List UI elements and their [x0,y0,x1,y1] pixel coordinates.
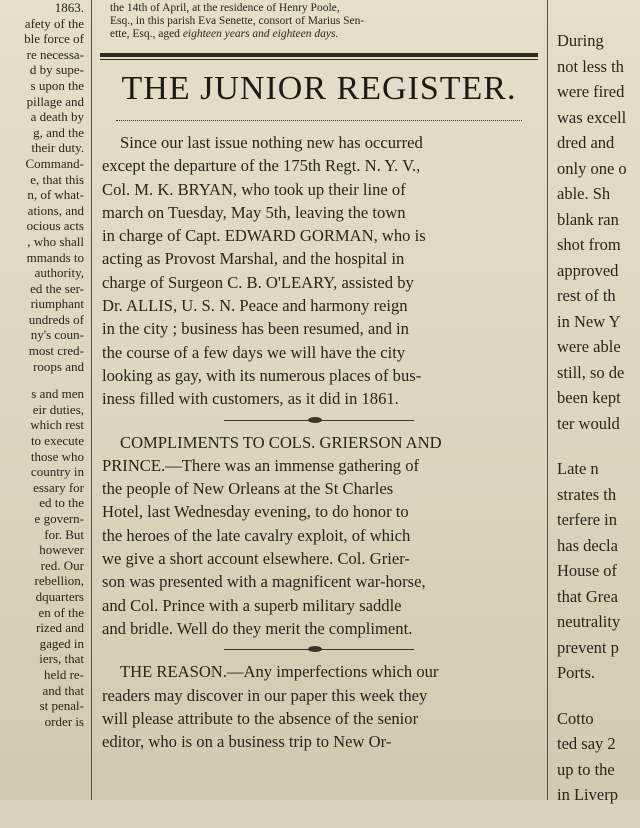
text-line: COMPLIMENTS TO COLS. GRIERSON AND [120,432,442,452]
text-line: ter would [557,413,620,433]
text-line: the people of New Orleans at the St Charles [102,479,394,499]
text-line: will please attribute to the absence of the senior [102,708,419,728]
text-line: their duty. [31,140,84,156]
text-line: to execute [30,433,84,449]
column-rule-left [91,0,92,800]
article-compliments [96,431,542,641]
text-line: e, that this [30,171,84,187]
text-line: iers, that [39,651,84,667]
text-line: neutrality [557,612,621,631]
text-line: Cotto [557,708,594,728]
text-line: that Grea [557,586,618,606]
text-line: in the city ; business has been resumed, and in [102,319,409,339]
text-line: up to the [557,759,615,779]
text-line: were able [557,337,621,356]
text-line: in Liverp [557,785,618,804]
text-line: charge of Surgeon C. B. O'LEARY, assisted by [102,272,414,292]
text-line: for. But [44,526,84,542]
text-line: 1863. [54,0,84,15]
text-line: gaged in [39,635,84,651]
text-line: mmands to [26,249,84,265]
text-line: ed the ser- [30,280,84,296]
heading-rule-top [100,53,538,57]
text-line: still, so de [557,362,625,382]
text-line: en of the [38,604,84,620]
text-line: e govern- [34,511,84,526]
right-column [553,0,640,828]
text-line: except the departure of the 175th Regt. N. Y. V., [102,156,421,176]
left-column [0,0,86,800]
text-line: ed to the [39,495,84,511]
text-line: those who [30,448,84,464]
text-line: son was presented with a magnificent war-horse, [102,572,426,592]
text-line: the heroes of the late cavalry exploit, of which [102,525,411,545]
heading-ornament-rule [116,114,522,121]
article-departure [96,131,542,411]
text-line: in charge of Capt. EDWARD GORMAN, who is [102,226,426,246]
article-reason [96,660,542,753]
text-line: and that [42,682,84,698]
article-separator [96,415,542,427]
top-notice [96,0,542,41]
text-line: approved [557,260,619,280]
text-line: were fired [557,82,625,101]
text-line: editor, who is on a business trip to New Or- [102,732,392,752]
text-line: a death by [30,109,84,125]
text-line: iness filled with customers, as it did in 1861. [102,389,399,409]
text-line: Col. M. K. BRYAN, who took up their line of [102,179,406,199]
text-line: held re- [43,666,84,682]
text-line: st penal- [39,698,84,714]
top-notice-line: Esq., in this parish Eva Senette, consort of Marius Sen- [110,15,365,27]
text-line: terfere in [557,510,617,529]
top-notice-line: ette, Esq., aged eighteen years and eighteen days. [110,28,339,40]
text-line: and Col. Prince with a superb military saddle [102,595,402,615]
text-line: march on Tuesday, May 5th, leaving the town [102,202,406,222]
text-line: ny's coun- [30,327,84,343]
text-line: red. Our [40,557,84,573]
heading-rule-top-thin [100,59,538,60]
text-line: acting as Provost Marshal, and the hospital in [102,249,405,269]
text-line: looking as gay, with its numerous places of bus- [102,365,422,385]
text-line: Command- [25,155,84,171]
article-separator [96,644,542,656]
text-line: undreds of [28,311,84,327]
text-line: re necessa- [26,46,84,62]
text-line: only one o [557,158,627,178]
text-line [553,686,640,706]
text-line: and bridle. Well do they merit the compliment. [102,618,413,638]
text-line: , who shall [27,233,84,249]
text-line: roops and [33,358,84,374]
column-rule-right [547,0,548,800]
text-line: n, of what- [27,187,84,203]
text-line: House of [557,561,618,580]
text-line: Late n [557,459,599,478]
text-line: rest of th [557,286,616,305]
text-line: has decla [557,535,618,555]
page-title: THE JUNIOR REGISTER. [121,70,517,107]
text-line: strates th [557,484,617,504]
main-column [96,0,542,800]
text-line: Ports. [557,663,596,682]
text-line: s upon the [30,77,84,93]
text-line: shot from [557,235,621,254]
text-line: Hotel, last Wednesday evening, to do honor to [102,502,409,522]
text-line: THE REASON.—Any imperfections which our [120,662,439,682]
text-line: ble force of [24,31,84,47]
text-line: we give a short account elsewhere. Col. Grier- [102,549,410,569]
text-line: ations, and [27,202,84,218]
text-line: blank ran [557,209,619,229]
top-notice-line: the 14th of April, at the residence of Henry Poole, [110,2,340,14]
text-line: pillage and [26,93,84,109]
text-line: rebellion, [34,573,84,589]
text-line: readers may discover in our paper this week they [102,685,428,705]
text-line: in New Y [557,311,621,331]
text-line: the course of a few days we will have the city [102,342,406,362]
text-line: afety of the [24,15,84,31]
text-line: eir duties, [32,401,84,417]
text-line: order is [44,713,84,729]
text-line: not less th [557,56,624,76]
text-line: however [39,542,84,558]
text-line: was excell [557,107,627,127]
text-line: essary for [33,479,84,495]
text-line: rized and [35,620,84,636]
text-line: d by supe- [29,62,84,78]
text-line [553,436,640,456]
text-line: ted say 2 [557,734,616,753]
text-line: PRINCE.—There was an immense gathering of [102,455,420,475]
text-line: been kept [557,388,621,407]
text-line: authority, [34,265,84,281]
text-line: Since our last issue nothing new has occurred [120,133,423,152]
text-line: dquarters [35,588,84,604]
text-line: g, and the [33,124,84,140]
text-line [0,374,86,386]
text-line: prevent p [557,637,619,657]
text-line: which rest [30,417,84,433]
text-line: able. Sh [557,184,611,203]
text-line: s and men [31,386,84,402]
text-line: ocious acts [26,218,84,234]
text-line: riumphant [30,296,84,312]
text-line: country in [30,464,84,480]
text-line: Dr. ALLIS, U. S. N. Peace and harmony reign [102,296,408,316]
text-line: most cred- [28,343,84,359]
text-line: During [557,31,604,50]
text-line: dred and [557,133,615,152]
